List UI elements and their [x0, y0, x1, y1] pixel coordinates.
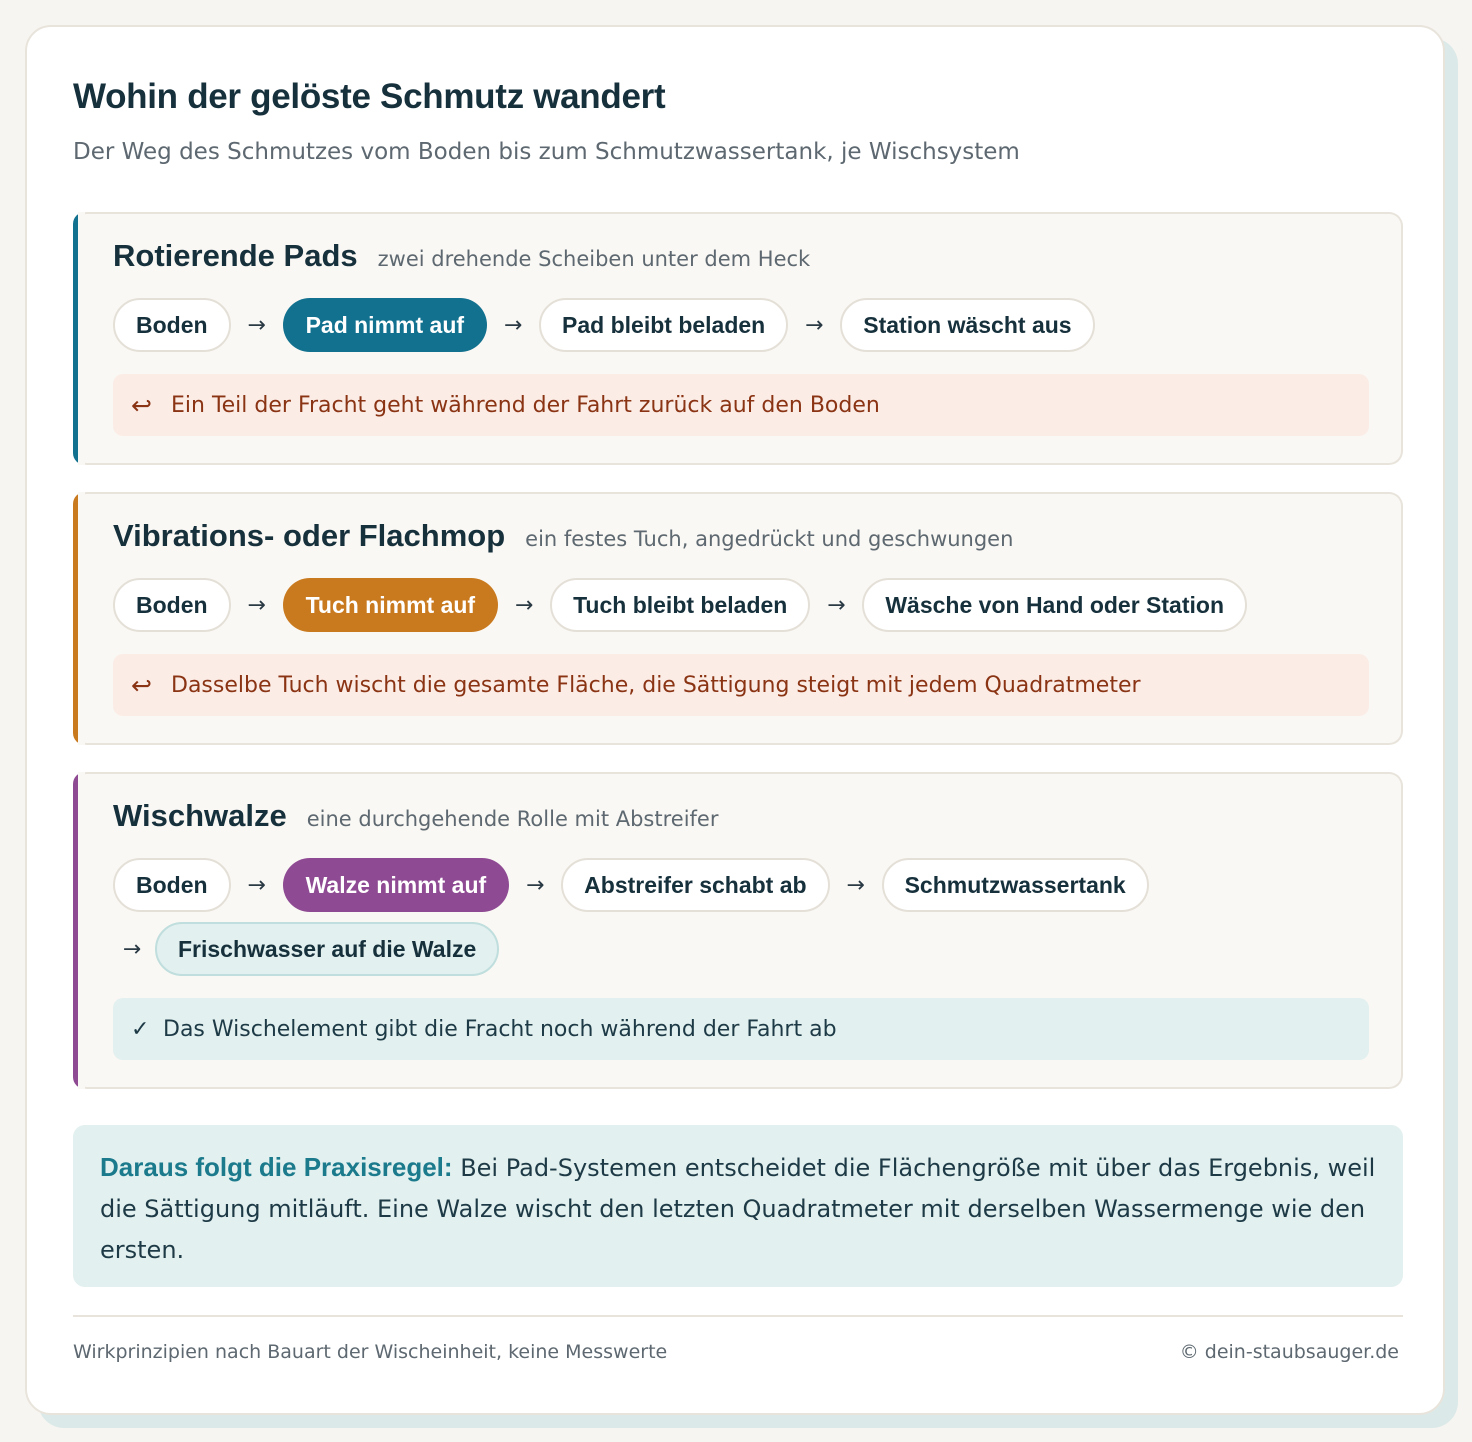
step-chip: Abstreifer schabt ab — [561, 858, 829, 912]
step-chip-active: Walze nimmt auf — [283, 858, 510, 912]
conclusion-text: Bei Pad-Systemen entscheidet die Flächengröße mit über das Ergebnis, weil die Sättigung mitläuft. Eine Walze wischt den letzten Quadratmeter mit derselben Wassermenge wie den ersten. — [100, 1154, 1376, 1264]
note-text: Ein Teil der Fracht geht während der Fahrt zurück auf den Boden — [171, 392, 880, 418]
step-chip: Station wäscht aus — [840, 298, 1094, 352]
footer-copyright: © dein-staubsauger.de — [1179, 1341, 1399, 1363]
conclusion-lead: Daraus folgt die Praxisregel: — [100, 1152, 453, 1182]
system-description: eine durchgehende Rolle mit Abstreifer — [306, 807, 719, 831]
step-chip-active: Pad nimmt auf — [283, 298, 487, 352]
system-name: Vibrations- oder Flachmop — [113, 518, 506, 553]
flow-steps — [113, 578, 1247, 632]
arrow-right-icon: → — [503, 312, 523, 338]
return-arrow-icon: ↩ — [131, 390, 152, 420]
footer-note: Wirkprinzipien nach Bauart der Wischeinheit, keine Messwerte — [73, 1341, 668, 1363]
infographic-card — [25, 25, 1445, 1415]
system-flat-mop — [73, 492, 1403, 745]
system-rotating-pads — [73, 212, 1403, 465]
system-roller — [73, 772, 1403, 1089]
step-chip: Boden — [113, 858, 231, 912]
arrow-right-icon: → — [247, 592, 266, 618]
arrow-right-icon: → — [514, 592, 534, 618]
flow-steps — [113, 858, 1149, 912]
footer-divider — [73, 1315, 1403, 1317]
system-name: Rotierende Pads — [113, 238, 358, 273]
step-chip: Wäsche von Hand oder Station — [862, 578, 1247, 632]
arrow-right-icon: → — [827, 592, 846, 618]
arrow-right-icon: → — [805, 312, 824, 338]
conclusion-box — [73, 1125, 1403, 1287]
page-subtitle: Der Weg des Schmutzes vom Boden bis zum Schmutzwassertank, je Wischsystem — [73, 139, 1020, 165]
step-chip-fresh-water: Frischwasser auf die Walze — [155, 922, 499, 976]
system-description: ein festes Tuch, angedrückt und geschwungen — [525, 527, 1014, 551]
system-header — [113, 518, 1013, 554]
system-header — [113, 238, 810, 274]
arrow-right-icon: → — [846, 872, 865, 898]
system-header — [113, 798, 718, 834]
step-chip: Tuch bleibt beladen — [550, 578, 810, 632]
note-text: Dasselbe Tuch wischt die gesamte Fläche, die Sättigung steigt mit jedem Quadratmeter — [171, 672, 1141, 698]
system-note-warning — [113, 654, 1369, 716]
step-chip: Boden — [113, 578, 231, 632]
arrow-right-icon: → — [247, 312, 266, 338]
system-name: Wischwalze — [113, 798, 287, 833]
arrow-right-icon: → — [525, 872, 545, 898]
system-description: zwei drehende Scheiben unter dem Heck — [377, 247, 811, 271]
step-chip: Pad bleibt beladen — [539, 298, 788, 352]
note-text: Das Wischelement gibt die Fracht noch während der Fahrt ab — [163, 1016, 837, 1042]
system-note-positive — [113, 998, 1369, 1060]
arrow-right-icon: → — [247, 872, 266, 898]
checkmark-icon: ✓ — [131, 1016, 150, 1042]
step-chip-active: Tuch nimmt auf — [283, 578, 499, 632]
flow-steps — [113, 298, 1095, 352]
system-note-warning — [113, 374, 1369, 436]
step-chip: Schmutzwassertank — [882, 858, 1149, 912]
page-title: Wohin der gelöste Schmutz wandert — [73, 77, 666, 116]
flow-steps-continued — [109, 922, 499, 976]
arrow-right-icon: → — [122, 936, 142, 962]
step-chip: Boden — [113, 298, 231, 352]
return-arrow-icon: ↩ — [131, 670, 152, 700]
